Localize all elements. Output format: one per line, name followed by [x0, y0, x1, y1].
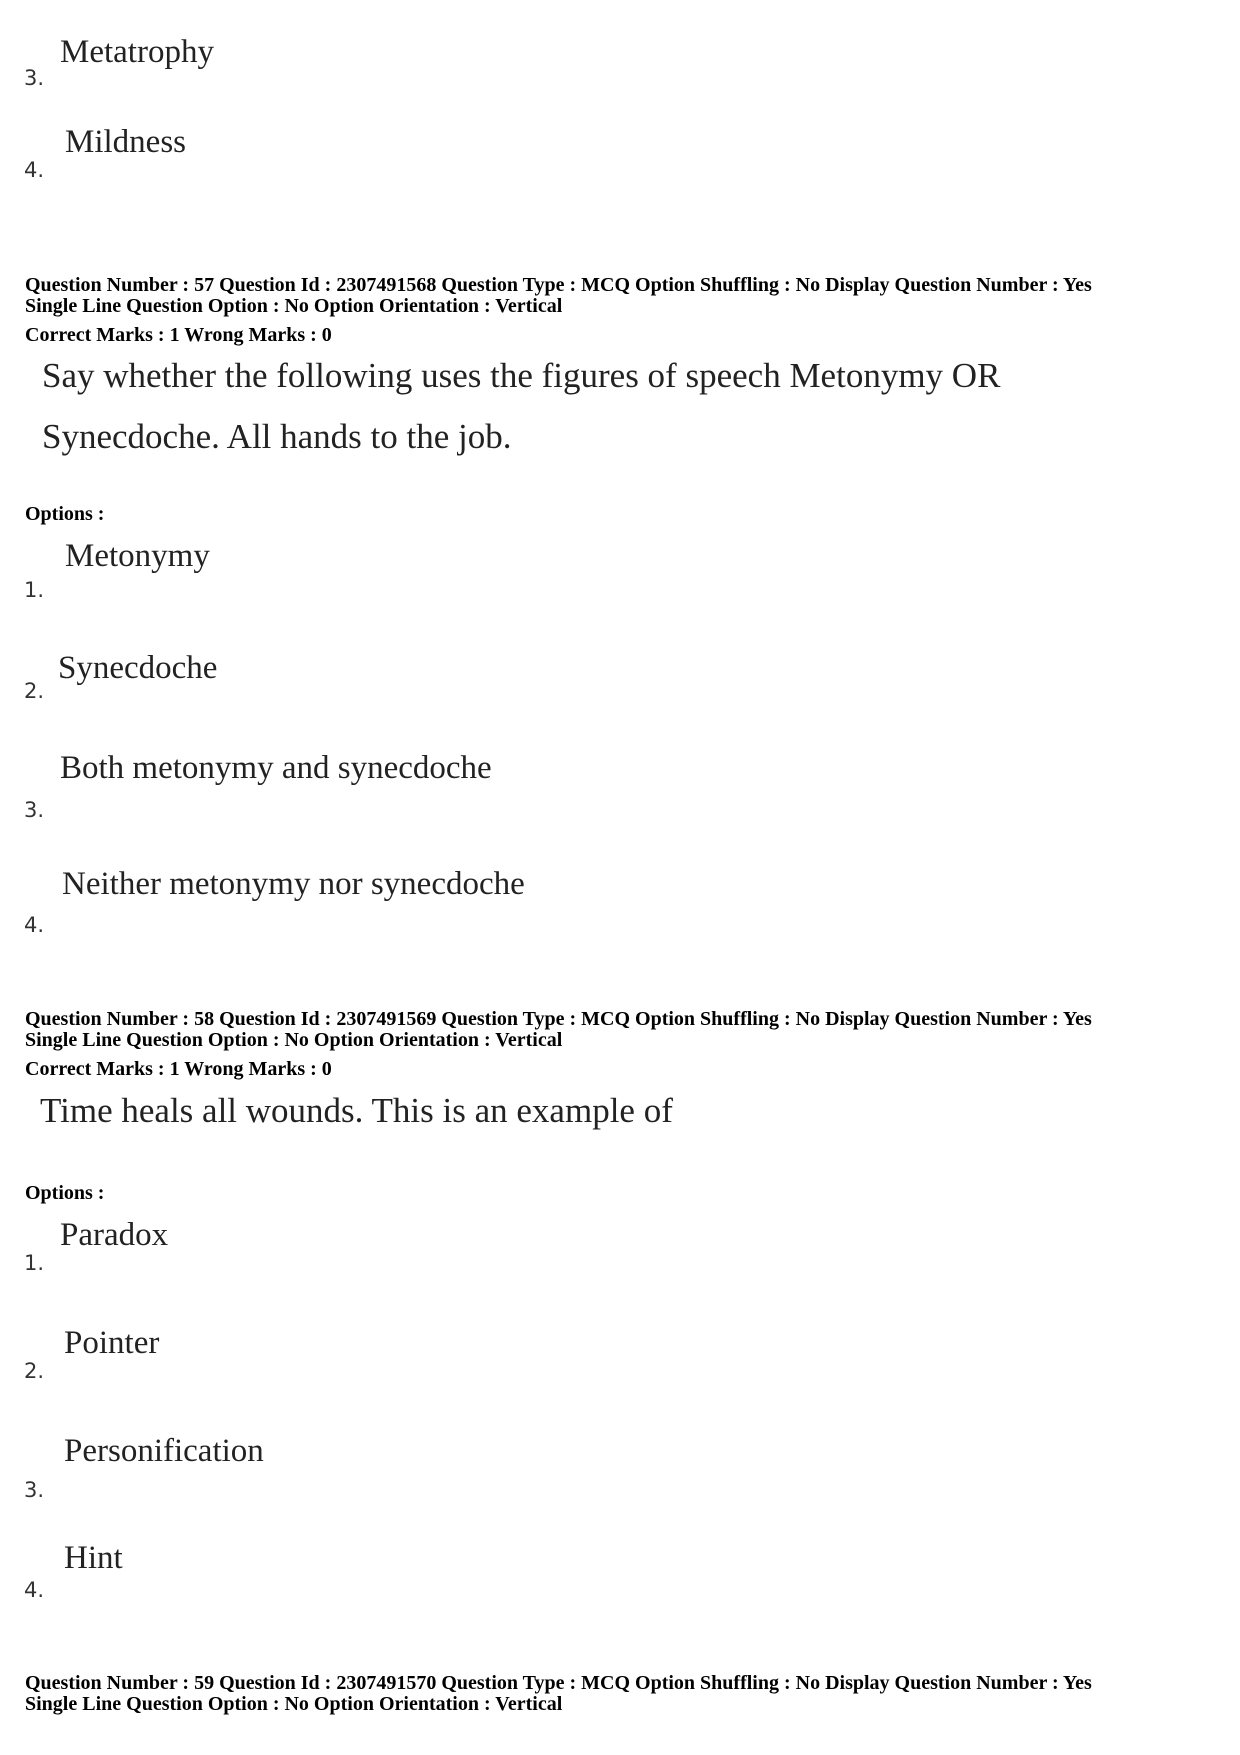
q58-option-2-number: 2. [24, 1359, 45, 1383]
q57-option-3-number: 3. [24, 798, 45, 822]
prev-option-4-text: Mildness [65, 124, 187, 160]
q58-option-3-number: 3. [24, 1478, 45, 1502]
q57-option-4-text: Neither metonymy nor synecdoche [62, 866, 525, 902]
q57-option-2-text: Synecdoche [58, 650, 218, 686]
q57-question-line2: Synecdoche. All hands to the job. [42, 417, 512, 456]
q57-option-1-text: Metonymy [65, 538, 210, 574]
prev-option-3-text: Metatrophy [60, 34, 214, 70]
q57-option-3-text: Both metonymy and synecdoche [60, 750, 492, 786]
q57-options-label: Options : [25, 503, 105, 525]
prev-option-4-number: 4. [24, 158, 45, 182]
q57-meta-line2: Single Line Question Option : No Option Orientation : Vertical [25, 295, 563, 317]
q58-option-1-text: Paradox [60, 1217, 169, 1253]
q58-options-label: Options : [25, 1182, 105, 1204]
q57-question-line1: Say whether the following uses the figures of speech Metonymy OR [42, 356, 1001, 395]
prev-option-3-number: 3. [24, 66, 45, 90]
q57-option-1-number: 1. [24, 578, 45, 602]
q58-meta-line1: Question Number : 58 Question Id : 2307491569 Question Type : MCQ Option Shuffling : No Display Question Number : Yes [25, 1008, 1092, 1030]
q58-marks: Correct Marks : 1 Wrong Marks : 0 [25, 1058, 332, 1080]
q58-option-4-number: 4. [24, 1578, 45, 1602]
q57-marks: Correct Marks : 1 Wrong Marks : 0 [25, 324, 332, 346]
q58-question-line1: Time heals all wounds. This is an example of [40, 1091, 673, 1130]
q59-meta-line1: Question Number : 59 Question Id : 2307491570 Question Type : MCQ Option Shuffling : No Display Question Number : Yes [25, 1672, 1092, 1694]
q58-option-1-number: 1. [24, 1251, 45, 1275]
q59-meta-line2: Single Line Question Option : No Option Orientation : Vertical [25, 1693, 563, 1715]
q58-option-2-text: Pointer [64, 1325, 160, 1361]
q57-meta-line1: Question Number : 57 Question Id : 2307491568 Question Type : MCQ Option Shuffling : No Display Question Number : Yes [25, 274, 1092, 296]
q58-option-4-text: Hint [64, 1540, 123, 1576]
q58-meta-line2: Single Line Question Option : No Option Orientation : Vertical [25, 1029, 563, 1051]
q57-option-2-number: 2. [24, 679, 45, 703]
q57-option-4-number: 4. [24, 913, 45, 937]
q58-option-3-text: Personification [64, 1433, 264, 1469]
